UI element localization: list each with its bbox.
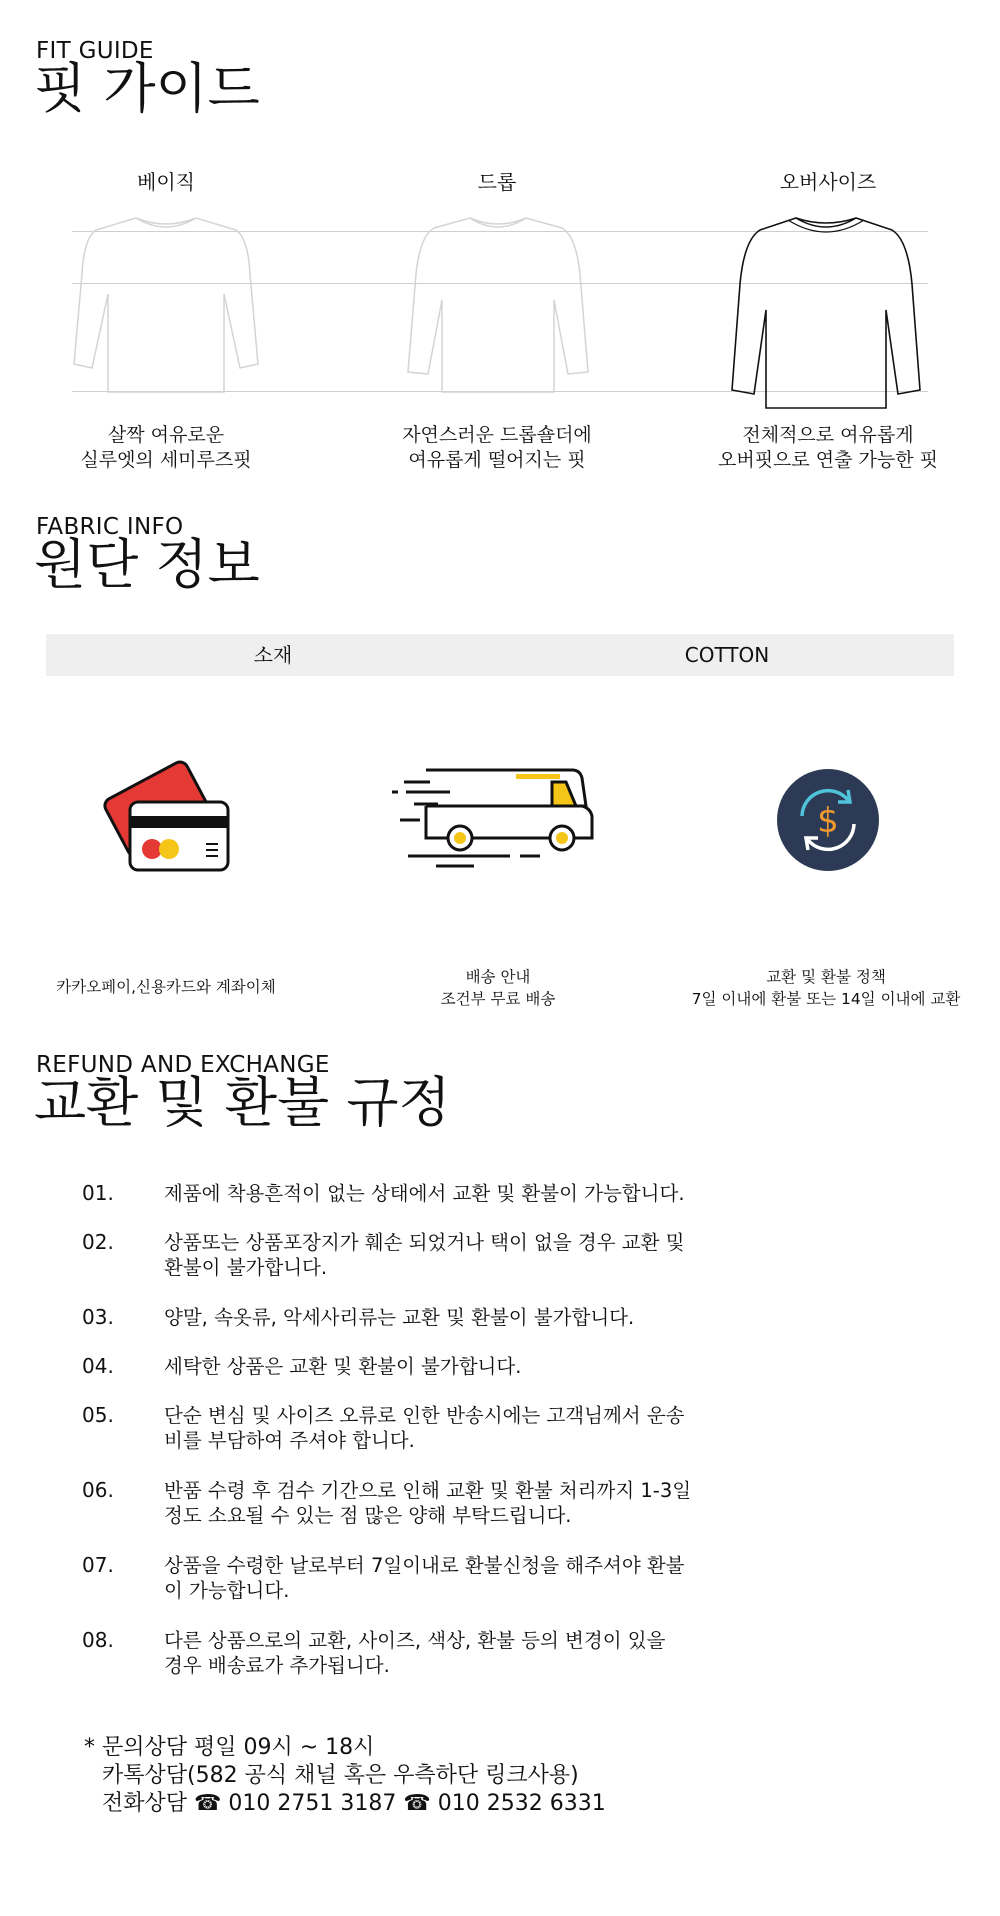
fit-desc-drop: 자연스러운 드롭숄더에 여유롭게 떨어지는 핏 (402, 424, 592, 471)
rule-text: 단순 변심 및 사이즈 오류로 인한 반송시에는 고객님께서 운송 비를 부담하여 주셔야 합니다. (164, 1404, 685, 1452)
fabric-info-title: 원단 정보 (34, 533, 260, 596)
contact-info (84, 1734, 606, 1818)
rule-number: 03. (82, 1305, 114, 1329)
rule-text: 상품을 수령한 날로부터 7일이내로 환불신청을 해주셔야 환불 이 가능합니다. (164, 1554, 685, 1602)
fabric-info-eyebrow: FABRIC INFO (36, 514, 184, 540)
rule-text: 양말, 속옷류, 악세사리류는 교환 및 환불이 불가합니다. (164, 1306, 635, 1329)
contact-kakao: 카톡상담(582 공식 채널 혹은 우측하단 링크사용) (102, 1763, 579, 1788)
list-item (82, 1403, 882, 1478)
fit-desc-basic: 살짝 여유로운 실루엣의 세미루즈핏 (80, 424, 252, 471)
shirt-basic-icon (68, 214, 264, 394)
service-refund-text: 교환 및 환불 정책 7일 이내에 환불 또는 14일 이내에 교환 (691, 968, 961, 1008)
fit-guide-title: 핏 가이드 (34, 57, 260, 120)
rule-number: 02. (82, 1230, 114, 1254)
refund-exchange-icon (776, 768, 880, 872)
refund-title: 교환 및 환불 규정 (34, 1071, 451, 1134)
contact-hours: * 문의상담 평일 09시 ~ 18시 (84, 1735, 375, 1760)
rule-text: 상품또는 상품포장지가 훼손 되었거나 택이 없을 경우 교환 및 환불이 불가합니다. (164, 1231, 685, 1279)
credit-card-icon (98, 758, 234, 876)
fit-name-drop: 드롭 (477, 170, 517, 194)
shirt-oversize-icon (726, 214, 926, 410)
shirt-drop-icon (400, 214, 596, 394)
rule-number: 06. (82, 1478, 114, 1502)
rule-text: 다른 상품으로의 교환, 사이즈, 색상, 환불 등의 변경이 있을 경우 배송료가 추가됩니다. (164, 1629, 666, 1677)
rule-number: 07. (82, 1553, 114, 1577)
list-item (82, 1354, 882, 1403)
rule-text: 반품 수령 후 검수 기간으로 인해 교환 및 환불 처리까지 1-3일 정도 소요될 수 있는 점 많은 양해 부탁드립니다. (164, 1479, 692, 1527)
rule-text: 세탁한 상품은 교환 및 환불이 불가합니다. (164, 1355, 522, 1378)
contact-phone: 전화상담 ☎ 010 2751 3187 ☎ 010 2532 6331 (102, 1791, 606, 1816)
svg-text:$: $ (817, 801, 839, 841)
list-item (82, 1181, 882, 1230)
list-item (82, 1478, 882, 1553)
refund-rules-list (82, 1181, 882, 1703)
service-payment-text: 카카오페이,신용카드와 계좌이체 (56, 978, 276, 996)
fit-desc-oversize: 전체적으로 여유롭게 오버핏으로 연출 가능한 핏 (717, 424, 938, 471)
rule-number: 05. (82, 1403, 114, 1427)
rule-text: 제품에 착용흔적이 없는 상태에서 교환 및 환불이 가능합니다. (164, 1182, 685, 1205)
delivery-truck-icon (390, 764, 606, 872)
service-shipping-text: 배송 안내 조건부 무료 배송 (440, 968, 556, 1008)
list-item (82, 1305, 882, 1354)
list-item (82, 1628, 882, 1703)
fabric-value: COTTON (684, 643, 770, 667)
fabric-info-row (46, 634, 954, 676)
rule-number: 08. (82, 1628, 114, 1652)
rule-number: 01. (82, 1181, 114, 1205)
rule-number: 04. (82, 1354, 114, 1378)
fabric-label: 소재 (253, 643, 293, 667)
refund-eyebrow: REFUND AND EXCHANGE (36, 1052, 330, 1078)
list-item (82, 1230, 882, 1305)
fit-name-oversize: 오버사이즈 (779, 170, 877, 194)
list-item (82, 1553, 882, 1628)
fit-guide-eyebrow: FIT GUIDE (36, 38, 154, 64)
fit-name-basic: 베이직 (137, 170, 195, 194)
